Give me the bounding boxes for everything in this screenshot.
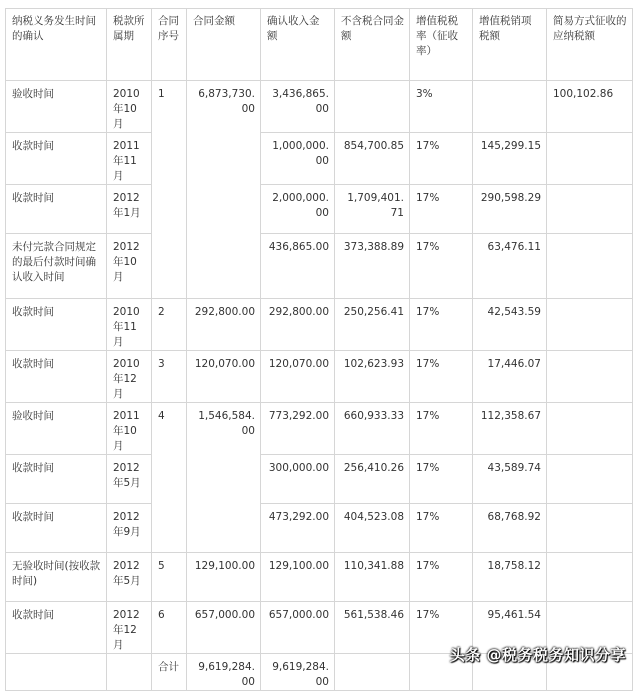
table-row	[6, 185, 633, 234]
amount-ex-tax-cell: 110,341.88	[335, 553, 410, 602]
amount-ex-tax-cell: 256,410.26	[335, 455, 410, 504]
header-cell: 简易方式征收的应纳税额	[547, 9, 633, 81]
simple-tax-cell	[547, 185, 633, 234]
amount-ex-tax-cell: 660,933.33	[335, 403, 410, 455]
timing-cell: 收款时间	[6, 504, 107, 553]
rate-cell: 17%	[410, 299, 473, 351]
recognized-revenue-cell: 657,000.00	[261, 602, 335, 654]
recognized-revenue-cell: 120,070.00	[261, 351, 335, 403]
table-row	[6, 504, 633, 553]
output-vat-cell: 112,358.67	[473, 403, 547, 455]
amount-ex-tax-cell: 102,623.93	[335, 351, 410, 403]
timing-cell: 验收时间	[6, 81, 107, 133]
rate-cell: 17%	[410, 455, 473, 504]
simple-tax-cell	[547, 553, 633, 602]
period-cell: 2010年11月	[107, 299, 152, 351]
contract-amount-cell: 292,800.00	[187, 299, 261, 351]
simple-tax-cell: 100,102.86	[547, 81, 633, 133]
header-cell: 合同序号	[152, 9, 187, 81]
timing-cell: 验收时间	[6, 403, 107, 455]
contract-no-cell: 6	[152, 602, 187, 654]
timing-cell: 收款时间	[6, 455, 107, 504]
simple-tax-cell	[547, 504, 633, 553]
recognized-revenue-cell: 292,800.00	[261, 299, 335, 351]
timing-cell: 收款时间	[6, 185, 107, 234]
rate-cell: 17%	[410, 504, 473, 553]
header-cell: 增值税税率（征收率）	[410, 9, 473, 81]
total-recognized-revenue: 9,619,284.00	[261, 654, 335, 691]
amount-ex-tax-cell: 404,523.08	[335, 504, 410, 553]
recognized-revenue-cell: 473,292.00	[261, 504, 335, 553]
contract-amount-cell: 657,000.00	[187, 602, 261, 654]
amount-ex-tax-cell: 1,709,401.71	[335, 185, 410, 234]
header-cell: 确认收入金额	[261, 9, 335, 81]
output-vat-cell: 18,758.12	[473, 553, 547, 602]
period-cell: 2010年10月	[107, 81, 152, 133]
output-vat-cell: 290,598.29	[473, 185, 547, 234]
period-cell: 2011年10月	[107, 403, 152, 455]
rate-cell: 17%	[410, 403, 473, 455]
amount-ex-tax-cell: 250,256.41	[335, 299, 410, 351]
period-cell: 2012年5月	[107, 553, 152, 602]
rate-cell: 17%	[410, 553, 473, 602]
rate-cell: 17%	[410, 351, 473, 403]
contract-no-cell: 4	[152, 403, 187, 553]
header-cell: 增值税销项税额	[473, 9, 547, 81]
timing-cell: 收款时间	[6, 299, 107, 351]
period-cell: 2012年5月	[107, 455, 152, 504]
output-vat-cell	[473, 81, 547, 133]
period-cell: 2012年9月	[107, 504, 152, 553]
table-row	[6, 553, 633, 602]
contract-amount-cell: 129,100.00	[187, 553, 261, 602]
output-vat-cell: 68,768.92	[473, 504, 547, 553]
header-cell: 合同金额	[187, 9, 261, 81]
contract-no-cell: 5	[152, 553, 187, 602]
table-row	[6, 351, 633, 403]
header-cell: 不含税合同金额	[335, 9, 410, 81]
total-contract-amount: 9,619,284.00	[187, 654, 261, 691]
timing-cell: 收款时间	[6, 351, 107, 403]
simple-tax-cell	[547, 351, 633, 403]
rate-cell: 17%	[410, 234, 473, 299]
simple-tax-cell	[547, 455, 633, 504]
rate-cell: 17%	[410, 133, 473, 185]
table-row	[6, 299, 633, 351]
period-cell: 2012年12月	[107, 602, 152, 654]
rate-cell: 17%	[410, 185, 473, 234]
period-cell: 2010年12月	[107, 351, 152, 403]
rate-cell: 3%	[410, 81, 473, 133]
output-vat-cell: 43,589.74	[473, 455, 547, 504]
period-cell: 2012年1月	[107, 185, 152, 234]
recognized-revenue-cell: 300,000.00	[261, 455, 335, 504]
recognized-revenue-cell: 3,436,865.00	[261, 81, 335, 133]
output-vat-cell: 42,543.59	[473, 299, 547, 351]
period-cell: 2011年11月	[107, 133, 152, 185]
simple-tax-cell	[547, 234, 633, 299]
contract-no-cell: 1	[152, 81, 187, 299]
table-row	[6, 234, 633, 299]
contract-no-cell: 3	[152, 351, 187, 403]
output-vat-cell: 145,299.15	[473, 133, 547, 185]
table-header-row	[6, 9, 633, 81]
recognized-revenue-cell: 129,100.00	[261, 553, 335, 602]
output-vat-cell: 17,446.07	[473, 351, 547, 403]
period-cell: 2012年10月	[107, 234, 152, 299]
header-cell: 纳税义务发生时间的确认	[6, 9, 107, 81]
recognized-revenue-cell: 2,000,000.00	[261, 185, 335, 234]
timing-cell: 收款时间	[6, 602, 107, 654]
simple-tax-cell	[547, 133, 633, 185]
tax-table	[5, 8, 633, 691]
amount-ex-tax-cell: 373,388.89	[335, 234, 410, 299]
empty-cell	[6, 654, 107, 691]
output-vat-cell: 95,461.54	[473, 602, 547, 654]
table-row	[6, 81, 633, 133]
contract-amount-cell: 120,070.00	[187, 351, 261, 403]
empty-cell	[107, 654, 152, 691]
simple-tax-cell	[547, 299, 633, 351]
empty-cell	[335, 654, 410, 691]
total-label: 合计	[152, 654, 187, 691]
watermark: 头条 @税务税务知识分享	[449, 646, 626, 664]
amount-ex-tax-cell: 561,538.46	[335, 602, 410, 654]
output-vat-cell: 63,476.11	[473, 234, 547, 299]
table-row	[6, 455, 633, 504]
amount-ex-tax-cell: 854,700.85	[335, 133, 410, 185]
amount-ex-tax-cell	[335, 81, 410, 133]
header-cell: 税款所属期	[107, 9, 152, 81]
contract-no-cell: 2	[152, 299, 187, 351]
recognized-revenue-cell: 773,292.00	[261, 403, 335, 455]
table-row	[6, 133, 633, 185]
simple-tax-cell	[547, 403, 633, 455]
timing-cell: 无验收时间(按收款时间)	[6, 553, 107, 602]
contract-amount-cell: 6,873,730.00	[187, 81, 261, 299]
timing-cell: 收款时间	[6, 133, 107, 185]
recognized-revenue-cell: 436,865.00	[261, 234, 335, 299]
timing-cell: 未付完款合同规定的最后付款时间确认收入时间	[6, 234, 107, 299]
recognized-revenue-cell: 1,000,000.00	[261, 133, 335, 185]
table-row	[6, 403, 633, 455]
rate-cell: 17%	[410, 602, 473, 654]
contract-amount-cell: 1,546,584.00	[187, 403, 261, 553]
